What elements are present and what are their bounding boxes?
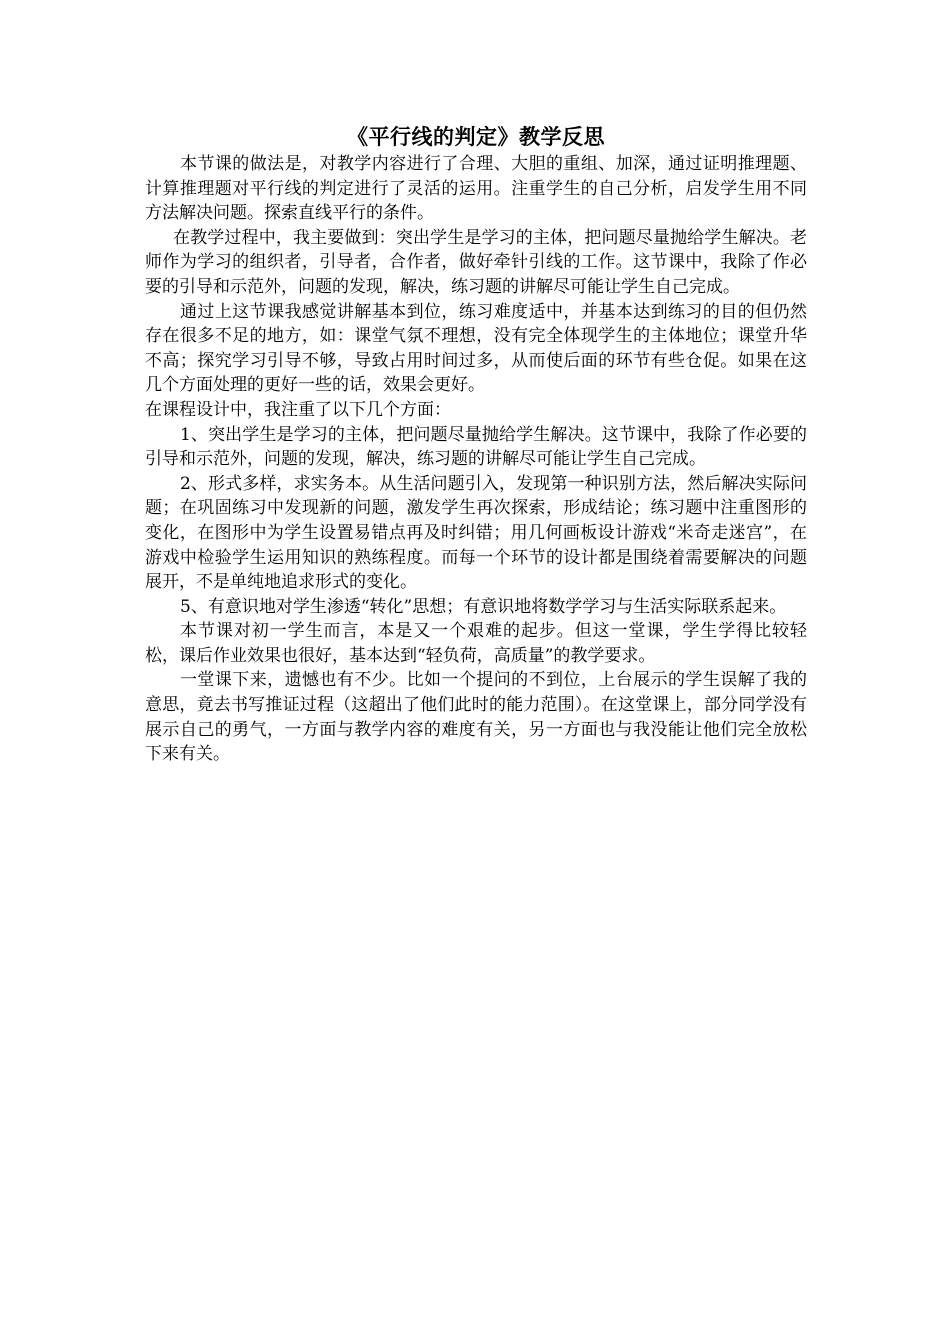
paragraph-design-point-1: 1、突出学生是学习的主体，把问题尽量抛给学生解决。这节课中，我除了作必要的引导和示范外，问题的发现，解决，练习题的讲解尽可能让学生自己完成。 — [145, 424, 807, 470]
paragraph-approach: 本节课的做法是，对教学内容进行了合理、大胆的重组、加深，通过证明推理题、计算推理题对平行线的判定进行了灵活的运用。注重学生的自己分析，启发学生用不同方法解决问题。探索直线平行的条件。 — [145, 154, 807, 224]
paragraph-regrets: 一堂课下来，遗憾也有不少。比如一个提问的不到位，上台展示的学生误解了我的意思，竟去书写推证过程（这超出了他们此时的能力范围）。在这堂课上，部分同学没有展示自己的勇气，一方面与教学内容的难度有关，另一方面也与我没能让他们完全放松下来有关。 — [145, 670, 807, 765]
paragraph-process: 在教学过程中，我主要做到：突出学生是学习的主体，把问题尽量抛给学生解决。老师作为学习的组织者，引导者，合作者，做好牵针引线的工作。这节课中，我除了作必要的引导和示范外，问题的发现，解决，练习题的讲解尽可能让学生自己完成。 — [145, 227, 807, 297]
paragraph-design-point-2: 2、形式多样，求实务本。从生活问题引入，发现第一种识别方法，然后解决实际问题；在巩固练习中发现新的问题，激发学生再次探索，形成结论；练习题中注重图形的变化，在图形中为学生设置易错点再及时纠错；用几何画板设计游戏“米奇走迷宫”，在游戏中检验学生运用知识的熟练程度。而每一个环节的设计都是围绕着需要解决的问题展开，不是单纯地追求形式的变化。 — [145, 473, 807, 593]
paragraph-evaluation: 通过上这节课我感觉讲解基本到位，练习难度适中，并基本达到练习的目的但仍然存在很多不足的地方，如：课堂气氛不理想，没有完全体现学生的主体地位；课堂升华不高；探究学习引导不够，导致占用时间过多，从而使后面的环节有些仓促。如果在这几个方面处理的更好一些的话，效果会更好。 — [145, 301, 807, 396]
page-title: 《平行线的判定》教学反思 — [347, 124, 605, 149]
document-page — [145, 122, 807, 767]
paragraph-design-point-5: 5、有意识地对学生渗透“转化”思想；有意识地将数学学习与生活实际联系起来。 — [180, 596, 787, 617]
paragraph-design-intro: 在课程设计中，我注重了以下几个方面： — [145, 399, 451, 420]
paragraph-student-outcome: 本节课对初一学生而言，本是又一个艰难的起步。但这一堂课，学生学得比较轻松，课后作业效果也很好，基本达到“轻负荷，高质量”的教学要求。 — [145, 621, 807, 666]
